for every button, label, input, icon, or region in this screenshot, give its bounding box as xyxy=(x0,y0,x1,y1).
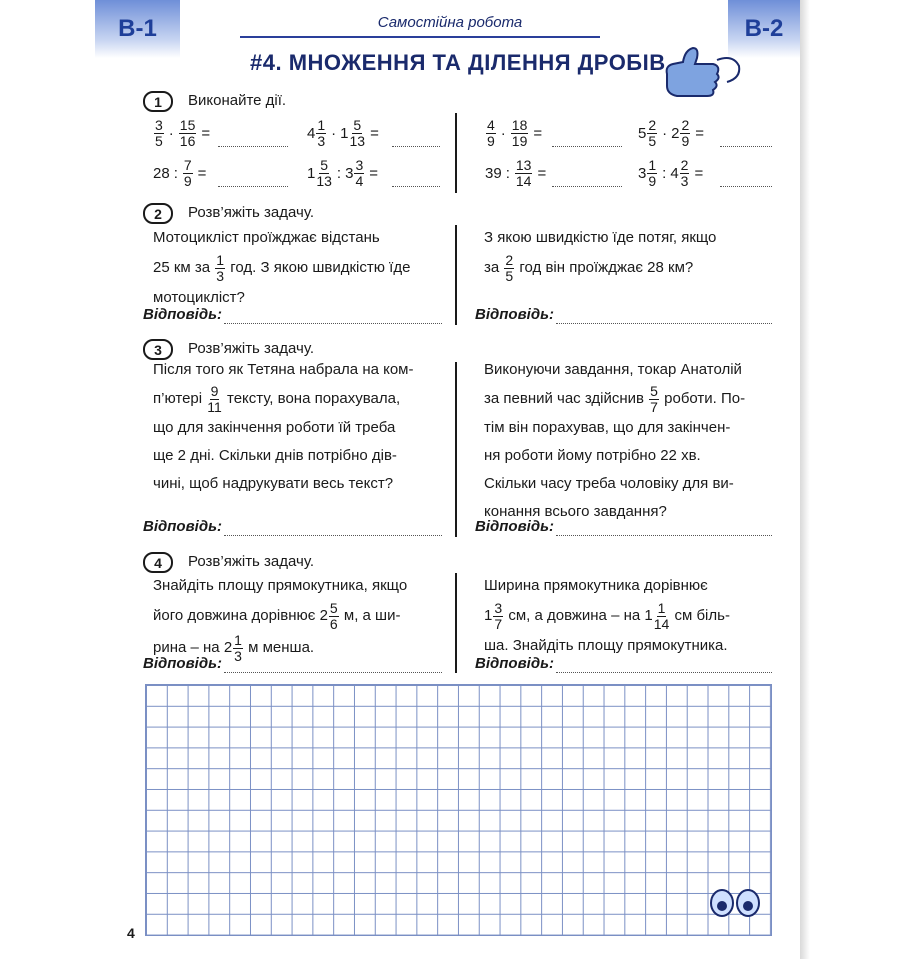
v1-answer-line-3[interactable] xyxy=(224,535,442,536)
task-1-label: Виконайте дії. xyxy=(188,92,287,109)
v1-problem-2: Мотоцикліст проїжджає відстань 25 км за $\frac{1}{3}$ год. З якою швидкістю їде мотоцикліст? xyxy=(153,229,411,306)
v1-answer-label-2: Відповідь: xyxy=(143,306,222,323)
header-underline xyxy=(240,36,600,38)
variant-divider-3 xyxy=(455,362,457,537)
v2-problem-4: Ширина прямокутника дорівнює 1 $\frac{3}{7}$ см, а довжина – на 1 $\frac{1}{14}$ см біль- ша. Знайдіть площу прямокутника. xyxy=(484,577,730,654)
v1-expression-3: 28 : $\frac{7}{9}$ = xyxy=(153,157,207,189)
v1-answer-line-e1[interactable] xyxy=(218,146,288,147)
v1-answer-line-e2[interactable] xyxy=(392,146,440,147)
v2-expression-1: $\frac{4}{9}$ · $\frac{18}{19}$ = xyxy=(487,117,543,149)
page-title: #4. МНОЖЕННЯ ТА ДІЛЕННЯ ДРОБІВ xyxy=(250,50,666,75)
variant-divider-4 xyxy=(455,573,457,673)
task-3-label: Розв’яжіть задачу. xyxy=(188,340,315,357)
v2-answer-line-4[interactable] xyxy=(556,672,772,673)
v1-problem-4: Знайдіть площу прямокутника, якщо його довжина дорівнює 2 $\frac{5}{6}$ м, а ши- рина – на 2 $\frac{1}{3}$ м менша. xyxy=(153,577,408,664)
v1-answer-line-e4[interactable] xyxy=(392,186,440,187)
v1-answer-line-e3[interactable] xyxy=(218,186,288,187)
v2-answer-label-3: Відповідь: xyxy=(475,518,554,535)
v1-answer-line-4[interactable] xyxy=(224,672,442,673)
v1-expression-4: 1 $\frac{5}{13}$ : 3 $\frac{3}{4}$ = xyxy=(307,157,378,189)
v2-expression-3: 39 : $\frac{13}{14}$ = xyxy=(485,157,547,189)
eyes-icon xyxy=(708,888,762,918)
v2-problem-2: З якою швидкістю їде потяг, якщо за $\frac{2}{5}$ год він проїжджає 28 км? xyxy=(484,229,717,284)
task-4-label: Розв’яжіть задачу. xyxy=(188,553,315,570)
v2-answer-line-3[interactable] xyxy=(556,535,772,536)
page-number: 4 xyxy=(127,925,135,941)
v1-answer-label-3: Відповідь: xyxy=(143,518,222,535)
task-number-3: 3 xyxy=(143,339,173,360)
v2-expression-2: 5 $\frac{2}{5}$ · 2 $\frac{2}{9}$ = xyxy=(638,117,705,149)
v2-answer-line-e3[interactable] xyxy=(552,186,622,187)
v1-problem-3: Після того як Тетяна набрала на ком- п’ютері $\frac{9}{11}$ тексту, вона порахувала, що для закінчення роботи їй треба ще 2 дні. Скільки днів потрібно дів- чині, щоб надрукувати весь текст? xyxy=(153,361,414,492)
variant-1-tab: В-1 xyxy=(95,0,180,58)
thumbs-up-icon xyxy=(655,44,745,104)
task-number-4: 4 xyxy=(143,552,173,573)
v2-problem-3: Виконуючи завдання, токар Анатолій за певний час здійснив $\frac{5}{7}$ роботи. По- тім він порахував, що для закінчен- ня роботи йому потрібно 22 хв. Скільки часу треба чоловіку для ви- конання всього завдання? xyxy=(484,361,746,520)
v2-answer-label-2: Відповідь: xyxy=(475,306,554,323)
v2-answer-line-e2[interactable] xyxy=(720,146,772,147)
page-edge-shadow xyxy=(800,0,810,959)
v1-answer-line-2[interactable] xyxy=(224,323,442,324)
task-number-1: 1 xyxy=(143,91,173,112)
variant-divider-2 xyxy=(455,225,457,325)
v2-expression-4: 3 $\frac{1}{9}$ : 4 $\frac{2}{3}$ = xyxy=(638,157,704,189)
v1-answer-label-4: Відповідь: xyxy=(143,655,222,672)
v2-answer-label-4: Відповідь: xyxy=(475,655,554,672)
v2-answer-line-e1[interactable] xyxy=(552,146,622,147)
v1-expression-1: $\frac{3}{5}$ · $\frac{15}{16}$ = xyxy=(155,117,211,149)
header-subtitle: Самостійна робота xyxy=(377,14,523,31)
task-2-label: Розв’яжіть задачу. xyxy=(188,204,315,221)
v1-expression-2: 4 $\frac{1}{3}$ · 1 $\frac{5}{13}$ = xyxy=(307,117,379,149)
variant-divider-1 xyxy=(455,113,457,193)
squared-work-area[interactable] xyxy=(145,684,772,936)
v2-answer-line-2[interactable] xyxy=(556,323,772,324)
task-number-2: 2 xyxy=(143,203,173,224)
v2-answer-line-e4[interactable] xyxy=(720,186,772,187)
variant-2-tab: В-2 xyxy=(728,0,800,58)
